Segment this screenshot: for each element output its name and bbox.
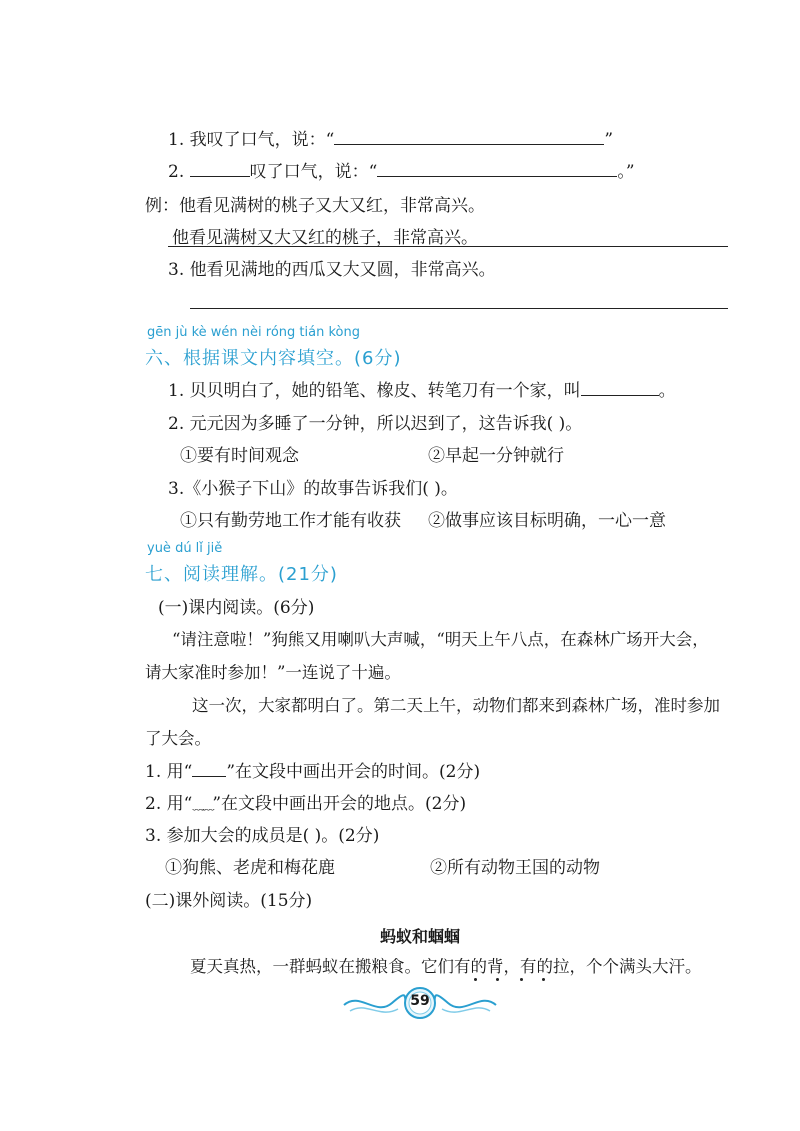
q7-1: [145, 760, 480, 784]
q6-2: 2. 元元因为多睡了一分钟，所以迟到了，这告诉我( )。: [168, 414, 583, 434]
q7-3-option-2: ②所有动物王国的动物: [430, 858, 600, 878]
example-answer-line: [168, 246, 728, 247]
passage1-line1: “请注意啦！”狗熊又用喇叭大声喊，“明天上午八点，在森林广场开大会，: [172, 630, 709, 649]
q5-2-prefix: 2.: [168, 162, 185, 182]
section6-heading: 六、根据课文内容填空。(6分): [145, 348, 402, 369]
q5-3-answer-line[interactable]: [190, 308, 728, 309]
q5-2: [168, 160, 635, 184]
q5-1-prefix: 1. 我叹了口气，说：“: [168, 130, 335, 150]
q5-1-blank[interactable]: [334, 130, 604, 145]
q7-1-straight-line-sample: [192, 764, 226, 777]
q5-2-suffix: 。”: [617, 162, 635, 182]
part1-label: (一)课内阅读。(6分): [158, 598, 315, 618]
q7-2-prefix: 2. 用“: [145, 794, 193, 814]
page-number: 59: [410, 993, 430, 1009]
q6-1-prefix: 1. 贝贝明白了，她的铅笔、橡皮、转笔刀有一个家，叫: [168, 381, 581, 401]
passage2-line2: 了大会。: [145, 729, 211, 748]
passage2-line1: 这一次，大家都明白了。第二天上午，动物们都来到森林广场，准时参加: [192, 696, 720, 715]
q5-2-mid: 叹了口气，说：“: [249, 162, 378, 182]
emphasis-dot: [474, 978, 477, 981]
q6-3-option-1: ①只有勤劳地工作才能有收获: [180, 511, 401, 531]
q6-2-option-2: ②早起一分钟就行: [428, 446, 564, 466]
q5-2-blank-subject[interactable]: [190, 162, 250, 177]
q6-1: [168, 379, 676, 403]
q6-2-option-1: ①要有时间观念: [180, 446, 299, 466]
q7-1-suffix: ”在文段中画出开会的时间。(2分): [226, 762, 481, 782]
section7-heading: 七、阅读理解。(21分): [145, 564, 338, 585]
q5-2-blank-quote[interactable]: [377, 162, 617, 177]
section6-pinyin: gēn jù kè wén nèi róng tián kòng: [147, 325, 360, 340]
q7-2: [145, 792, 466, 817]
example-answer: 他看见满树又大又红的桃子，非常高兴。: [172, 228, 478, 248]
q5-3: 3. 他看见满地的西瓜又大又圆，非常高兴。: [168, 260, 496, 280]
q7-3: 3. 参加大会的成员是( )。(2分): [145, 826, 380, 846]
q5-1-suffix: ”: [604, 130, 614, 150]
q7-1-prefix: 1. 用“: [145, 762, 193, 782]
q6-1-blank[interactable]: [581, 381, 659, 396]
story-line1: 夏天真热，一群蚂蚁在搬粮食。它们有的背，有的拉，个个满头大汗。: [190, 957, 702, 976]
q6-3-option-2: ②做事应该目标明确，一心一意: [428, 511, 666, 531]
part2-label: (二)课外阅读。(15分): [145, 891, 313, 911]
example-label: 例：他看见满树的桃子又大又红，非常高兴。: [145, 196, 485, 216]
story-title: 蚂蚁和蝈蝈: [380, 927, 461, 946]
emphasis-dot: [520, 978, 523, 981]
q7-3-option-1: ①狗熊、老虎和梅花鹿: [165, 858, 335, 878]
q5-1: [168, 128, 613, 152]
q7-2-suffix: ”在文段中画出开会的地点。(2分): [212, 794, 467, 814]
passage1-line2: 请大家准时参加！”一连说了十遍。: [145, 663, 401, 682]
section7-pinyin: yuè dú lǐ jiě: [147, 541, 223, 556]
q6-1-suffix: 。: [658, 381, 676, 401]
emphasis-dot: [542, 978, 545, 981]
page-number-ornament: [340, 983, 500, 1021]
q6-3: 3.《小猴子下山》的故事告诉我们( )。: [168, 479, 458, 499]
emphasis-dot: [496, 978, 499, 981]
q7-2-wavy-line-sample: ﹏﹏: [192, 798, 213, 812]
